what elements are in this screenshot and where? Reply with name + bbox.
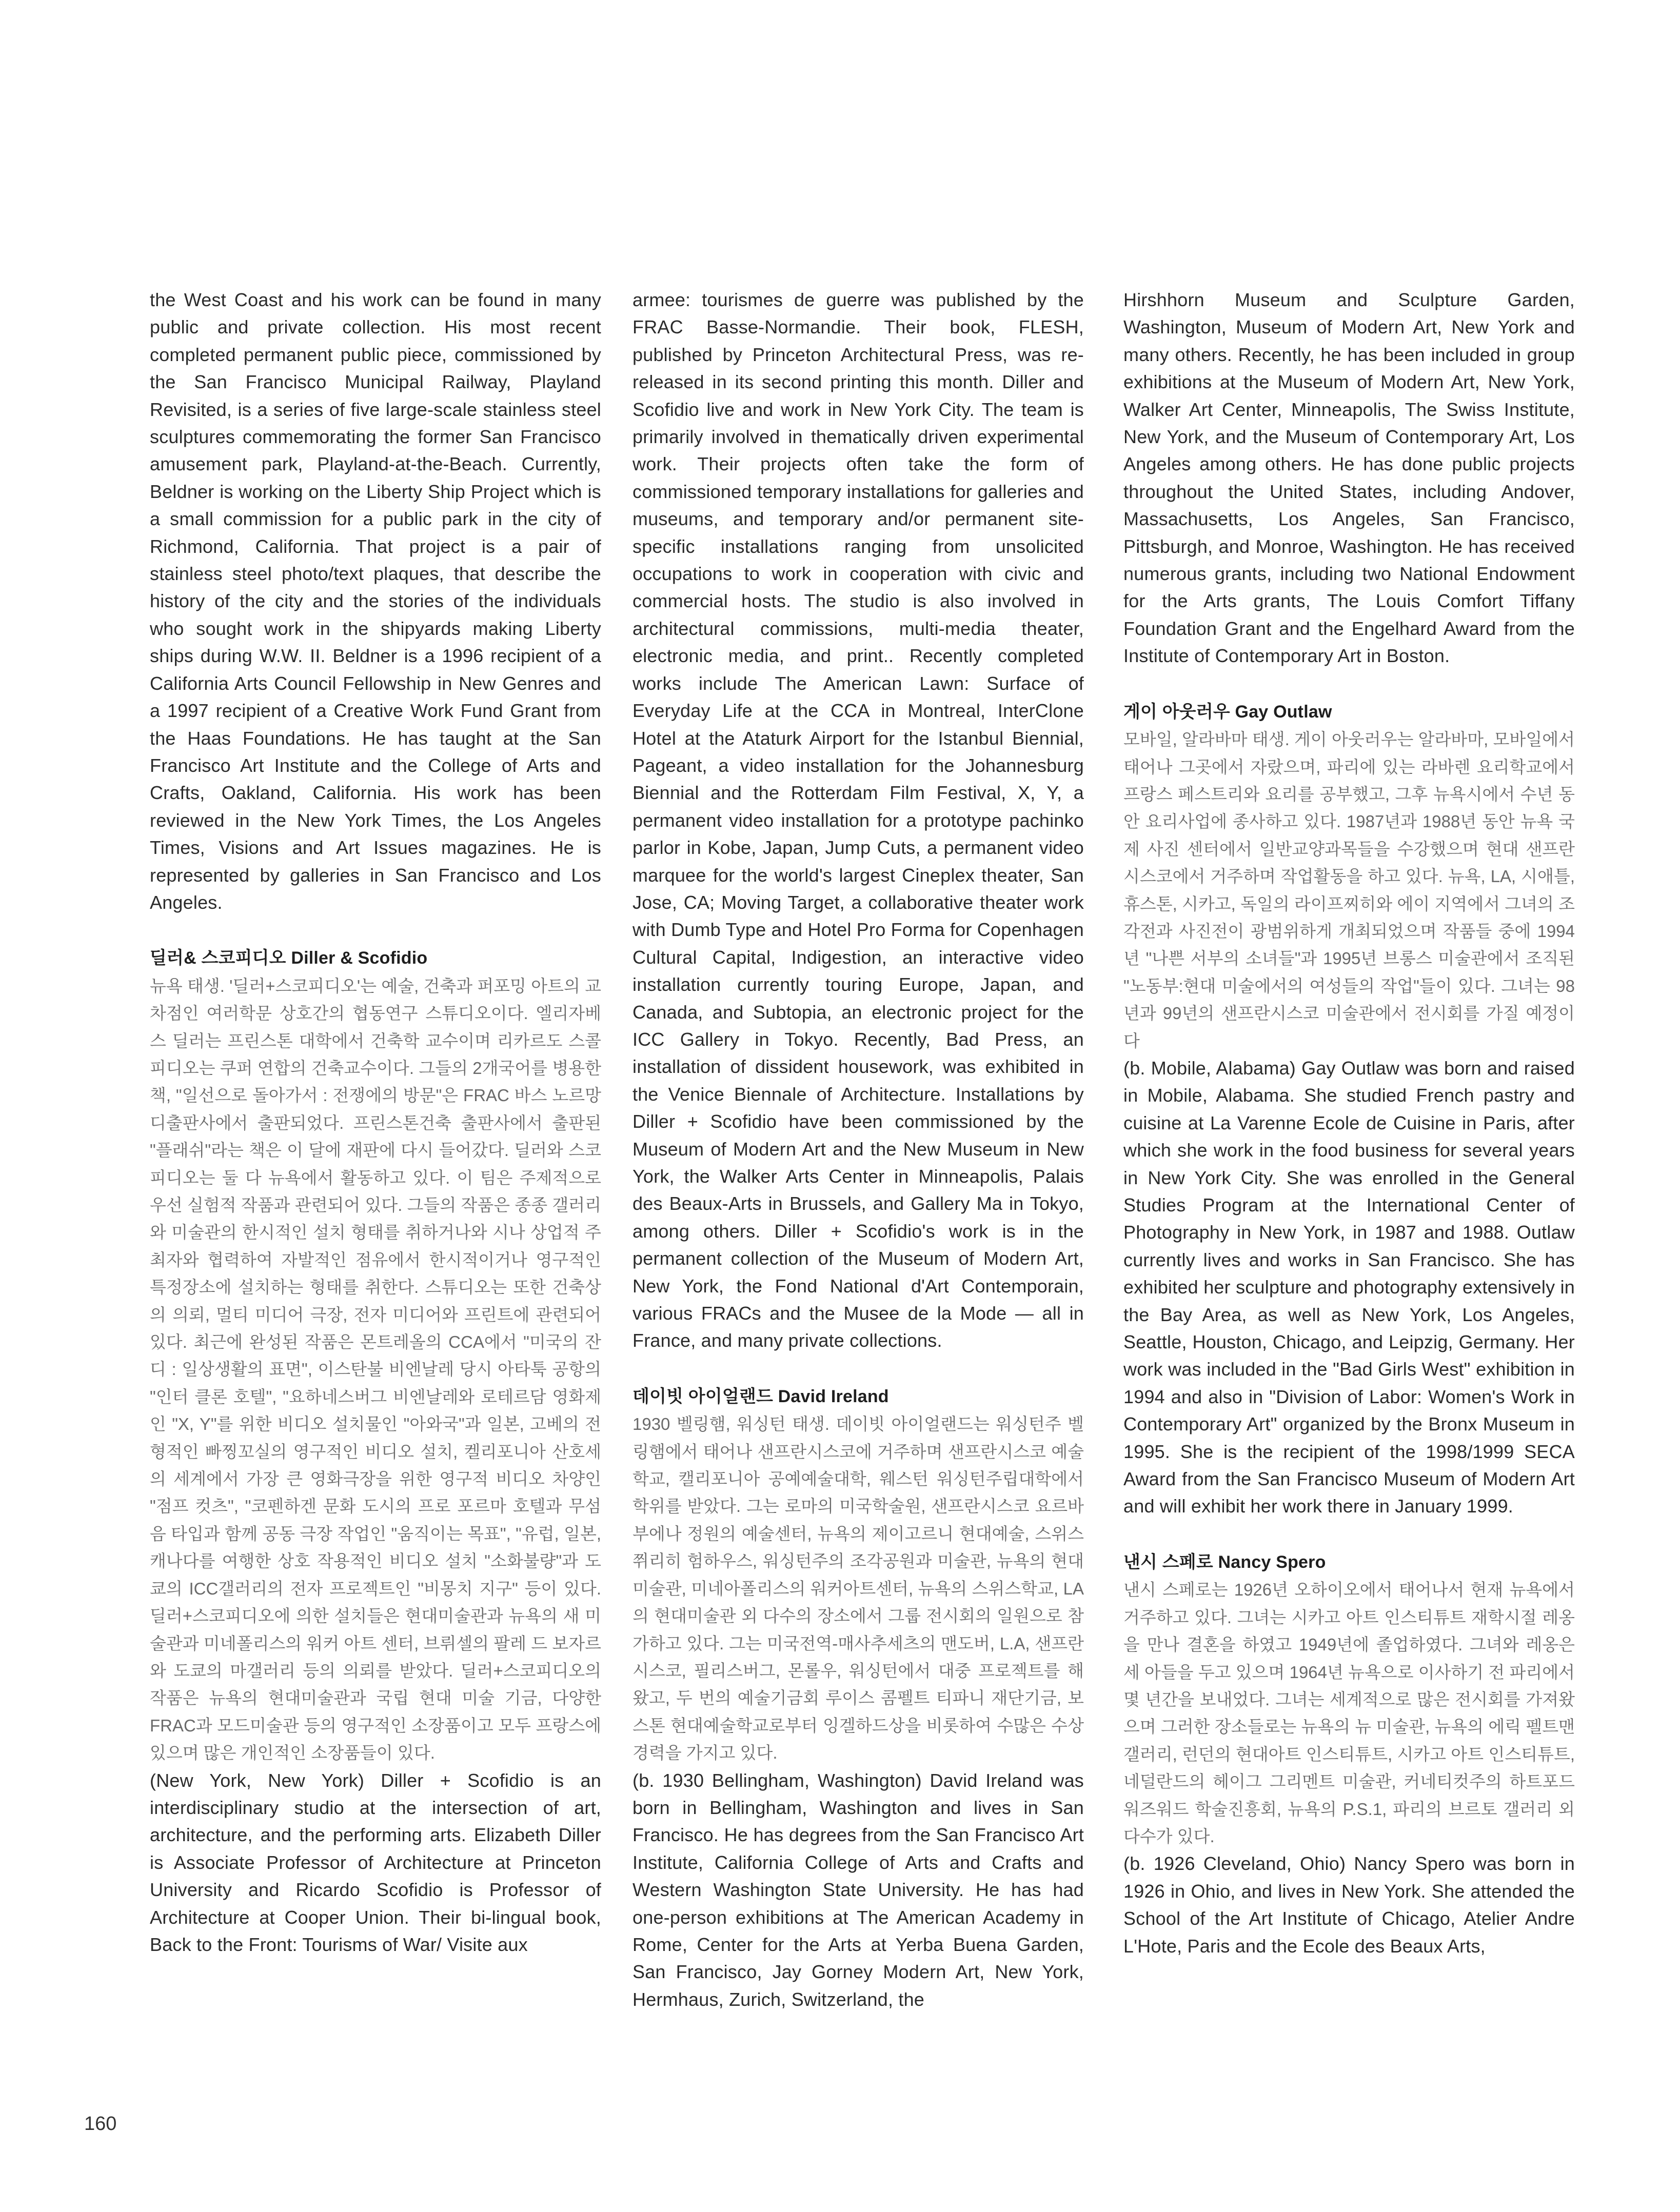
column-3	[1123, 286, 1575, 1960]
bio-text-english: (b. 1930 Bellingham, Washington) David Ireland was born in Bellingham, Washington and lives in San Francisco. He has degrees from the San Francisco Art Institute, California College of Arts and Crafts and Western Washington State University. He has had one-person exhibitions at The American Academy in Rome, Center for the Arts at Yerba Buena Garden, San Francisco, Jay Gorney Modern Art, New York, Hermhaus, Zurich, Switzerland, the	[633, 1769, 1084, 2010]
artist-heading: 데이빗 아이얼랜드 David Ireland	[633, 1386, 889, 1406]
bio-text-korean: 1930 벨링햄, 워싱턴 태생. 데이빗 아이얼랜드는 워싱턴주 벨링햄에서 태어나 샌프란시스코에 거주하며 샌프란시스코 예술학교, 캘리포니아 공예예술대학, 웨스턴 워싱턴주립대학에서 학위를 받았다. 그는 로마의 미국학술원, 샌프란시스코 요르바부에나 정원의 예술센터, 뉴욕의 제이고르니 현대예술, 스위스 쮜리히 험하우스, 워싱턴주의 조각공원과 미술관, 뉴욕의 현대미술관, 미네아폴리스의 워커아트센터, 뉴욕의 스위스학교, LA의 현대미술관 외 다수의 장소에서 그룹 전시회의 일원으로 참가하고 있다. 그는 미국전역-매사추세츠의 맨도버, L.A, 샌프란시스코, 필리스버그, 몬롤우, 워싱턴에서 대중 프로젝트를 해 왔고, 두 번의 예술기금회 루이스 콤펠트 티파니 재단기금, 보스톤 현대예술학교로부터 잉겔하드상을 비롯하여 수많은 수상경력을 가지고 있다.	[633, 1414, 1084, 1763]
bio-text-english: (b. 1926 Cleveland, Ohio) Nancy Spero was born in 1926 in Ohio, and lives in New York. She attended the School of the Art Institute of Chicago, Atelier Andre L'Hote, Paris and the Ecole des Beaux Arts,	[1123, 1853, 1575, 1957]
bio-text-korean: 모바일, 알라바마 태생. 게이 아웃러우는 알라바마, 모바일에서 태어나 그곳에서 자랐으며, 파리에 있는 라바렌 요리학교에서 프랑스 페스트리와 요리를 공부했고, 그후 뉴욕시에서 수년 동안 요리사업에 종사하고 있다. 1987년과 1988년 동안 뉴욕 국제 사진 센터에서 일반교양과목들을 수강했으며 현대 샌프란시스코에서 거주하며 작업활동을 하고 있다. 뉴욕, LA, 시애틀, 휴스톤, 시카고, 독일의 라이프찌히와 에이 지역에서 그녀의 조각전과 사진전이 광범위하게 개최되었으며 작품들 중에 1994년 "나쁜 서부의 소녀들"과 1995년 브롱스 미술관에서 조직된 "노동부:현대 미술에서의 여성들의 작업"들이 있다. 그녀는 98년과 99년의 샌프란시스코 미술관에서 전시회를 가질 예정이다	[1123, 730, 1575, 1050]
column-1	[150, 286, 601, 1958]
column-2	[633, 286, 1084, 2013]
bio-text-english: armee: tourismes de guerre was published by the FRAC Basse-Normandie. Their book, FLESH, published by Princeton Architectural Press, was re-released in its second printing this month. Diller and Scofidio live and work in New York City. The team is primarily involved in thematically driven experimental work. Their projects often take the form of commissioned temporary installations for galleries and museums, and temporary and/or permanent site-specific installations ranging from unsolicited occupations to work in cooperation with civic and commercial hosts. The studio is also involved in architectural commissions, multi-media theater, electronic media, and print.. Recently completed works include The American Lawn: Surface of Everyday Life at the CCA in Montreal, InterClone Hotel at the Ataturk Airport for the Istanbul Biennial, Pageant, a video installation for the Johannesburg Biennial and the Rotterdam Film Festival, X, Y, a permanent video installation for a prototype pachinko parlor in Kobe, Japan, Jump Cuts, a permanent video marquee for the world's largest Cineplex theater, San Jose, CA; Moving Target, a collaborative theater work with Dumb Type and Hotel Pro Forma for Copenhagen Cultural Capital, Indigestion, an interactive video installation currently touring Europe, Japan, and Canada, and Subtopia, an electronic project for the ICC Gallery in Tokyo. Recently, Bad Press, an installation of dissident housework, was exhibited in the Venice Biennale of Architecture. Installations by Diller + Scofidio have been commissioned by the Museum of Modern Art and the New Museum in New York, the Walker Arts Center in Minneapolis, Palais des Beaux-Arts in Brussels, and Gallery Ma in Tokyo, among others. Diller + Scofidio's work is in the permanent collection of the Museum of Modern Art, New York, the Fond National d'Art Contemporain, various FRACs and the Musee de la Mode — all in France, and many private collections.	[633, 289, 1084, 1351]
page-number: 160	[84, 2113, 117, 2135]
bio-text-korean: 낸시 스페로는 1926년 오하이오에서 태어나서 현재 뉴욕에서 거주하고 있다. 그녀는 시카고 아트 인스티튜트 재학시절 레옹을 만나 결혼을 하였고 1949년에 졸업하였다. 그녀와 레옹은 세 아들을 두고 있으며 1964년 뉴욕으로 이사하기 전 파리에서 몇 년간을 보내었다. 그녀는 세계적으로 많은 전시회를 가져왔으며 그러한 장소들로는 뉴욕의 뉴 미술관, 뉴욕의 에릭 펠트맨 갤러리, 런던의 현대아트 인스티튜트, 시카고 아트 인스티튜트, 네덜란드의 헤이그 그리멘트 미술관, 커네티컷주의 하트포드 워즈워드 학술진흥회, 뉴욕의 P.S.1, 파리의 브르토 갤러리 외 다수가 있다.	[1123, 1580, 1575, 1846]
bio-text-english: Hirshhorn Museum and Sculpture Garden, Washington, Museum of Modern Art, New York and many others. Recently, he has been included in group exhibitions at the Museum of Modern Art, New York, Walker Art Center, Minneapolis, The Swiss Institute, New York, and the Museum of Contemporary Art, Los Angeles among others. He has done public projects throughout the United States, including Andover, Massachusetts, Los Angeles, San Francisco, Pittsburgh, and Monroe, Washington. He has received numerous grants, including two National Endowment for the Arts grants, The Louis Comfort Tiffany Foundation Grant and the Engelhard Award from the Institute of Contemporary Art in Boston.	[1123, 289, 1575, 667]
bio-text-english: (b. Mobile, Alabama) Gay Outlaw was born and raised in Mobile, Alabama. She studied French pastry and cuisine at La Varenne Ecole de Cuisine in Paris, after which she work in the food business for several years in New York City. She was enrolled in the General Studies Program at the International Center of Photography in New York, in 1987 and 1988. Outlaw currently lives and works in San Francisco. She has exhibited her sculpture and photography extensively in the Bay Area, as well as New York, Los Angeles, Seattle, Houston, Chicago, and Leipzig, Germany. Her work was included in the "Bad Girls West" exhibition in 1994 and also in "Division of Labor: Women's Work in Contemporary Art" organized by the Bronx Museum in 1995. She is the recipient of the 1998/1999 SECA Award from the San Francisco Museum of Modern Art and will exhibit her work there in January 1999.	[1123, 1057, 1575, 1517]
artist-heading: 딜러& 스코피디오 Diller & Scofidio	[150, 948, 428, 968]
bio-text-english: (New York, New York) Diller + Scofidio is an interdisciplinary studio at the intersection of art, architecture, and the performing arts. Elizabeth Diller is Associate Professor of Architecture at Princeton University and Ricardo Scofidio is Professor of Architecture at Cooper Union. Their bi-lingual book, Back to the Front: Tourisms of War/ Visite aux	[150, 1769, 601, 1955]
artist-heading: 낸시 스페로 Nancy Spero	[1123, 1552, 1326, 1572]
bio-text-english: the West Coast and his work can be found in many public and private collection. His most recent completed permanent public piece, commissioned by the San Francisco Municipal Railway, Playland Revisited, is a series of five large-scale stainless steel sculptures commemorating the former San Francisco amusement park, Playland-at-the-Beach. Currently, Beldner is working on the Liberty Ship Project which is a small commission for a public park in the city of Richmond, California. That project is a pair of stainless steel photo/text plaques, that describe the history of the city and the stories of the individuals who sought work in the shipyards making Liberty ships during W.W. II. Beldner is a 1996 recipient of a California Arts Council Fellowship in New Genres and a 1997 recipient of a Creative Work Fund Grant from the Haas Foundations. He has taught at the San Francisco Art Institute and the College of Arts and Crafts, Oakland, California. His work has been reviewed in the New York Times, the Los Angeles Times, Visions and Art Issues magazines. He is represented by galleries in San Francisco and Los Angeles.	[150, 289, 601, 913]
bio-text-korean: 뉴욕 태생. '딜러+스코피디오'는 예술, 건축과 퍼포밍 아트의 교차점인 여러학문 상호간의 협동연구 스튜디오이다. 엘리자베스 딜러는 프린스톤 대학에서 건축학 교수이며 리카르도 스콜피디오는 쿠퍼 연합의 건축교수이다. 그들의 2개국어를 병용한 책, "일선으로 돌아가서 : 전쟁에의 방문"은 FRAC 바스 노르망디출판사에서 출판되었다. 프린스톤건축 출판사에서 출판된 "플래쉬"라는 책은 이 달에 재판에 다시 들어갔다. 딜러와 스코피디오는 둘 다 뉴욕에서 활동하고 있다. 이 팀은 주제적으로 우선 실험적 작품과 관련되어 있다. 그들의 작품은 종종 갤러리와 미술관의 한시적인 설치 형태를 취하거나와 시나 상업적 주최자와 협력하여 자발적인 점유에서 한시적이거나 영구적인 특정장소에 설치하는 형태를 취한다. 스튜디오는 또한 건축상의 의뢰, 멀티 미디어 극장, 전자 미디어와 프린트에 관련되어 있다. 최근에 완성된 작품은 몬트레올의 CCA에서 "미국의 잔디 : 일상생활의 표면", 이스탄불 비엔날레 당시 아타툭 공항의 "인터 클론 호텔", "요하네스버그 비엔날레와 로테르담 영화제인 "X, Y"를 위한 비디오 설치물인 "아와국"과 일본, 고베의 전형적인 빠찡꼬실의 영구적인 비디오 설치, 켈리포니아 산호세의 세계에서 가장 큰 영화극장을 위한 영구적 비디오 차양인 "점프 컷츠", "코펜하겐 문화 도시의 프로 포르마 호텔과 무섬음 타입과 함께 공동 극장 작업인 "움직이는 목표", "유럽, 일본, 캐나다를 여행한 상호 작용적인 비디오 설치 "소화불량"과 도쿄의 ICC갤러리의 전자 프로젝트인 "비몽치 지구" 등이 있다. 딜러+스코피디오에 의한 설치들은 현대미술관과 뉴욕의 새 미술관과 미네폴리스의 워커 아트 센터, 브뤼셀의 팔레 드 보자르와 도쿄의 마갤러리 등의 의뢰를 받았다. 딜러+스코피디오의 작품은 뉴욕의 현대미술관과 국립 현대 미술 기금, 다양한 FRAC과 모드미술관 등의 영구적인 소장품이고 모두 프랑스에 있으며 많은 개인적인 소장품들이 있다.	[150, 976, 601, 1763]
artist-heading: 게이 아웃러우 Gay Outlaw	[1123, 702, 1332, 722]
